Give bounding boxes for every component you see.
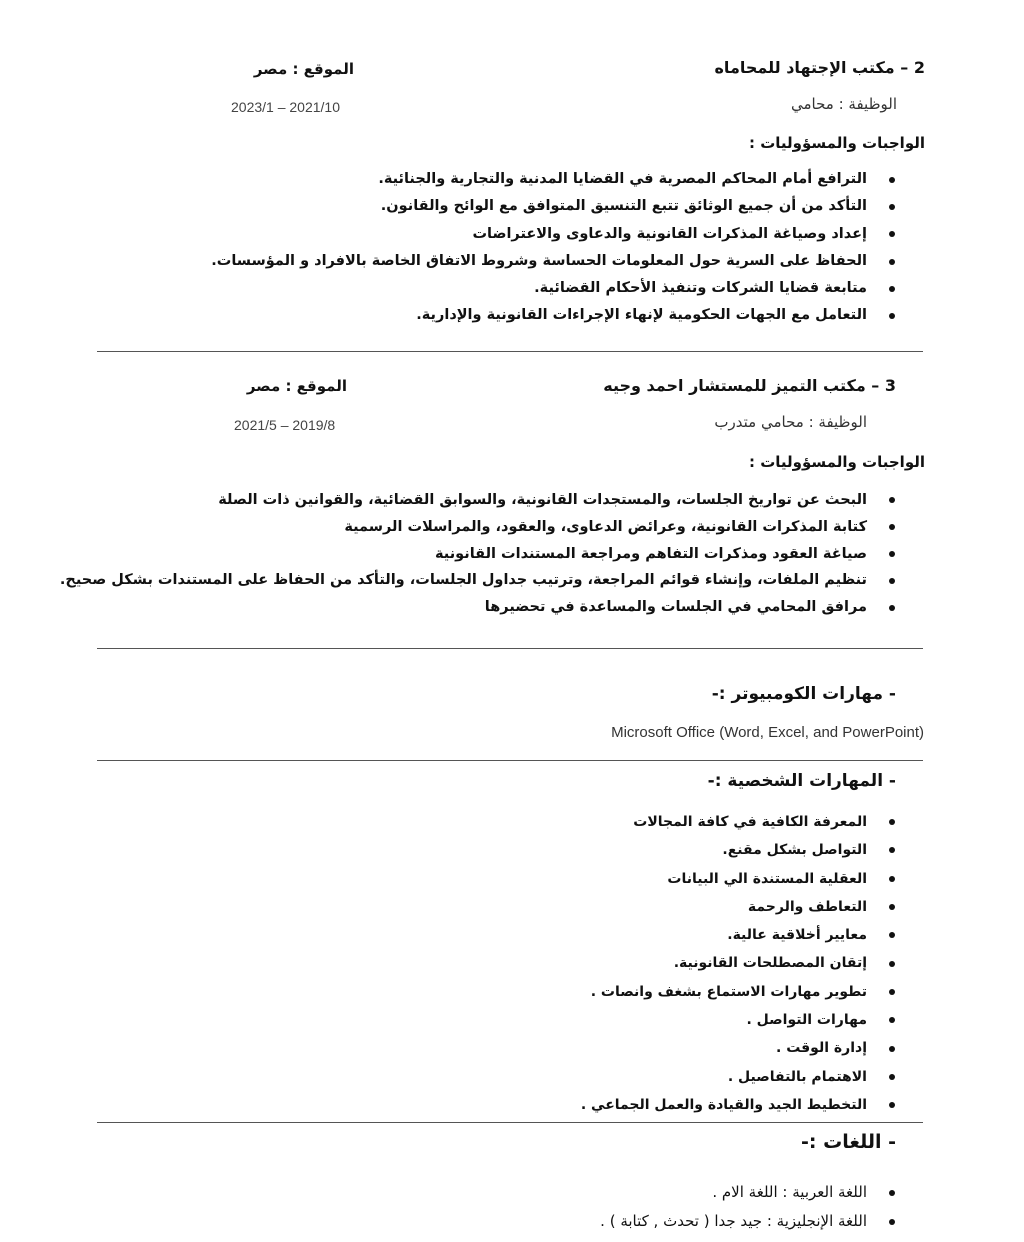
bullet-icon: [889, 1046, 895, 1052]
list-item: التأكد من أن جميع الوثائق تتبع التنسيق المتوافق مع الوائح والقانون.: [211, 193, 925, 220]
list-item: التواصل بشكل مقنع.: [581, 836, 925, 864]
bullet-icon: [889, 231, 895, 237]
job-location: الموقع : مصر: [253, 60, 354, 78]
bullet-icon: [889, 551, 895, 557]
list-item: معايير أخلاقية عالية.: [581, 921, 925, 949]
list-item: كتابة المذكرات القانونية، وعرائض الدعاوى، والعقود، والمراسلات الرسمية: [60, 514, 925, 541]
languages-list: [600, 1178, 925, 1236]
list-item: إعداد وصياغة المذكرات القانونية والدعاوى والاعتراضات: [211, 221, 925, 248]
divider: [97, 760, 923, 761]
list-item: إتقان المصطلحات القانونية.: [581, 949, 925, 977]
bullet-icon: [889, 932, 895, 938]
bullet-icon: [889, 578, 895, 584]
bullet-icon: [889, 313, 895, 319]
bullet-icon: [889, 259, 895, 265]
bullet-icon: [889, 605, 895, 611]
bullet-icon: [889, 847, 895, 853]
personal-skills-list: [581, 808, 925, 1119]
duties-list: [60, 487, 925, 621]
computer-skills-title: - مهارات الكومبيوتر :-: [711, 684, 896, 704]
bullet-icon: [889, 1219, 895, 1225]
list-item: اللغة العربية : اللغة الام .: [600, 1178, 925, 1207]
list-item: صياغة العقود ومذكرات التفاهم ومراجعة المستندات القانونية: [60, 541, 925, 568]
divider: [97, 351, 923, 352]
list-item: البحث عن تواريخ الجلسات، والمستجدات القانونية، والسوابق القضائية، والقوانين ذات الصلة: [60, 487, 925, 514]
list-item: إدارة الوقت .: [581, 1034, 925, 1062]
job-title: 2 – مكتب الإجتهاد للمحاماه: [714, 58, 925, 77]
bullet-icon: [889, 904, 895, 910]
job-title: 3 – مكتب التميز للمستشار احمد وجيه: [603, 376, 896, 395]
list-item: العقلية المستندة الي البيانات: [581, 865, 925, 893]
list-item: التعاطف والرحمة: [581, 893, 925, 921]
bullet-icon: [889, 1074, 895, 1080]
bullet-icon: [889, 177, 895, 183]
list-item: مهارات التواصل .: [581, 1006, 925, 1034]
bullet-icon: [889, 524, 895, 530]
bullet-icon: [889, 1190, 895, 1196]
list-item: التعامل مع الجهات الحكومية لإنهاء الإجراءات القانونية والإدارية.: [211, 302, 925, 329]
divider: [97, 1122, 923, 1123]
bullet-icon: [889, 961, 895, 967]
job-position: الوظيفة : محامي: [791, 95, 897, 113]
list-item: تطوير مهارات الاستماع بشغف وانصات .: [581, 978, 925, 1006]
bullet-icon: [889, 819, 895, 825]
bullet-icon: [889, 989, 895, 995]
list-item: التخطيط الجيد والقيادة والعمل الجماعي .: [581, 1091, 925, 1119]
list-item: اللغة الإنجليزية : جيد جدا ( تحدث , كتابة ) .: [600, 1207, 925, 1236]
job-dates: 2021/5 – 2019/8: [234, 417, 336, 433]
bullet-icon: [889, 1102, 895, 1108]
bullet-icon: [889, 876, 895, 882]
job-location: الموقع : مصر: [246, 377, 347, 395]
bullet-icon: [889, 1017, 895, 1023]
divider: [97, 648, 923, 649]
bullet-icon: [889, 286, 895, 292]
list-item: المعرفة الكافية في كافة المجالات: [581, 808, 925, 836]
list-item: الاهتمام بالتفاصيل .: [581, 1063, 925, 1091]
personal-skills-title: - المهارات الشخصية :-: [707, 771, 896, 791]
languages-title: - اللغات :-: [801, 1131, 896, 1153]
bullet-icon: [889, 497, 895, 503]
computer-skills-text: Microsoft Office (Word, Excel, and PowerPoint): [611, 724, 924, 741]
list-item: الترافع أمام المحاكم المصرية في القضايا المدنية والتجارية والجنائية.: [211, 166, 925, 193]
duties-label: الواجبات والمسؤوليات :: [748, 453, 925, 471]
list-item: تنظيم الملفات، وإنشاء قوائم المراجعة، وترتيب جداول الجلسات، والتأكد من الحفاظ على المستندات بشكل صحيح.: [60, 567, 925, 594]
duties-label: الواجبات والمسؤوليات :: [748, 134, 925, 152]
duties-list: [211, 166, 925, 330]
list-item: مرافق المحامي في الجلسات والمساعدة في تحضيرها: [60, 594, 925, 621]
list-item: متابعة قضايا الشركات وتنفيذ الأحكام القضائية.: [211, 275, 925, 302]
job-dates: 2023/1 – 2021/10: [231, 99, 340, 115]
bullet-icon: [889, 204, 895, 210]
job-position: الوظيفة : محامي متدرب: [714, 413, 867, 431]
list-item: الحفاظ على السرية حول المعلومات الحساسة وشروط الاتفاق الخاصة بالافراد و المؤسسات.: [211, 248, 925, 275]
